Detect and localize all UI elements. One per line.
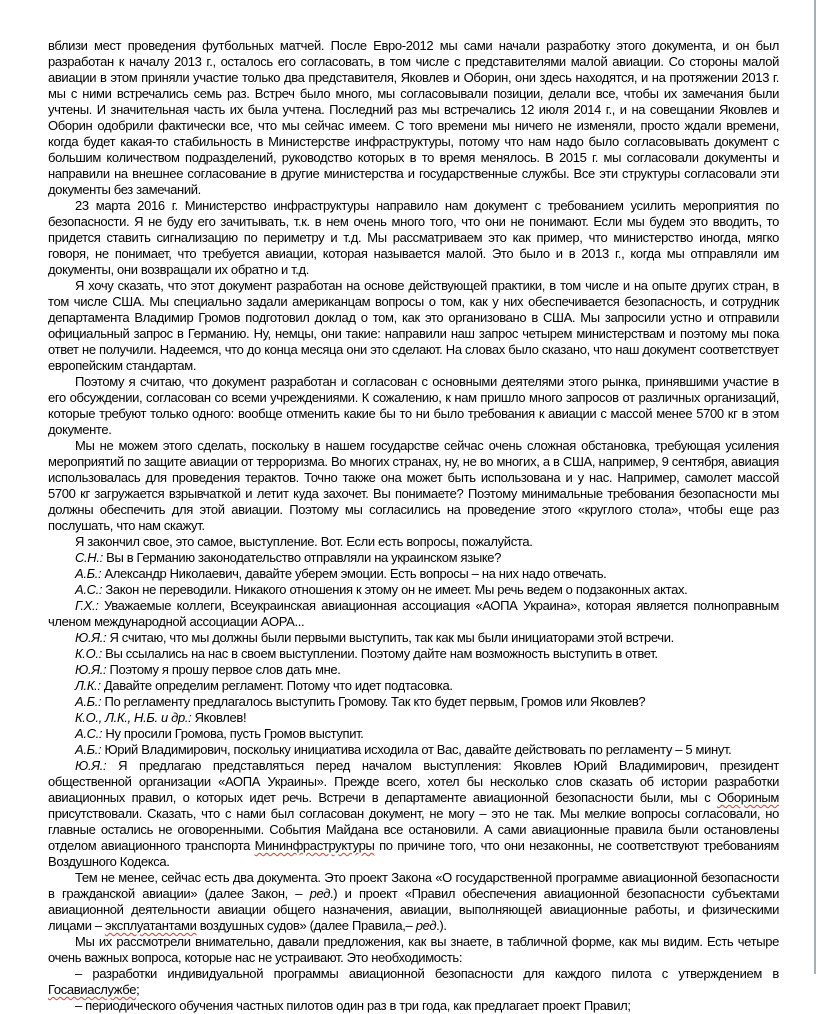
misspelled-word: Госавиаслужбе	[48, 982, 137, 997]
paragraph	[48, 582, 779, 598]
text-segment: Закон не переводили. Никакого отношения к этому он не имеет. Мы речь ведем о подзаконных актах.	[102, 582, 688, 597]
paragraph	[48, 38, 779, 198]
text-segment: Александр Николаевич, давайте уберем эмоции. Есть вопросы – на них надо отвечать.	[101, 566, 607, 581]
text-segment: Мы их рассмотрели внимательно, давали предложения, как вы знаете, в табличной форме, как мы видим. Есть четыре очень важных вопроса, которые нас не устраивают. Это необходимость:	[48, 934, 779, 965]
text-segment: Юрий Владимирович, поскольку инициатива исходила от Вас, давайте действовать по регламенту – 5 минут.	[101, 742, 732, 757]
speaker-label: А.С.:	[75, 726, 103, 741]
speaker-label: А.Б.:	[75, 694, 102, 709]
text-segment: .) и проект «Правил обеспечения авиационной безопасности субъектами авиационной деятельности авиации общего назначения, авиации, выполняющей авиационные работы, и физическими лицами –	[48, 886, 779, 933]
paragraph	[48, 694, 779, 710]
paragraph	[48, 662, 779, 678]
speaker-label: К.О.:	[75, 646, 102, 661]
speaker-label: Ю.Я.:	[75, 630, 107, 645]
text-segment: Мы не можем этого сделать, поскольку в нашем государстве сейчас очень сложная обстановка, требующая усиления мероприятий по защите авиации от терроризма. Во многих странах, ну, не во многих, а в США, например, 9 сентября, авиация использовалась для проведения терактов. Точно также она может быть использована и у нас. Например, самолет массой 5700 кг загружается взрывчаткой и летит куда захочет. Вы понимаете? Поэтому минимальные требования безопасности мы должны обеспечить для этой авиации. Поэтому мы согласились на проведение этого «круглого стола», чтобы еще раз послушать, что нам скажут.	[48, 438, 779, 533]
paragraph	[48, 438, 779, 534]
text-segment: .).	[436, 918, 447, 933]
text-segment: Я предлагаю представляться перед началом выступления: Яковлев Юрий Владимирович, президент общественной организации «АОПА Украины». Прежде всего, хотел бы несколько слов сказать об истории разработки авиационных правил, о которых идет речь. Встречи в департаменте авиационной безопасности были, мы с	[48, 758, 779, 805]
paragraph	[48, 742, 779, 758]
text-segment: Давайте определим регламент. Потому что идет подтасовка.	[100, 678, 453, 693]
text-segment: ;	[136, 982, 140, 997]
text-segment: Ну просили Громова, пусть Громов выступит.	[102, 726, 364, 741]
text-segment: Вы в Германию законодательство отправляли на украинском языке?	[102, 550, 502, 565]
text-segment: по причине того, что они незаконны, не соответствуют требованиям Воздушного Кодекса.	[48, 838, 779, 869]
paragraph	[48, 646, 779, 662]
misspelled-word: Мининфраструктуры	[254, 838, 375, 853]
paragraph	[48, 758, 779, 870]
paragraph	[48, 870, 779, 934]
misspelled-word: Обориным	[717, 790, 779, 805]
paragraph	[48, 966, 779, 998]
text-segment: Яковлев!	[191, 710, 247, 725]
speaker-label: А.С.:	[75, 582, 103, 597]
text-segment: Поэтому я считаю, что документ разработан и согласован с основными деятелями этого рынка, принявшими участие в его обсуждении, согласован со всеми учреждениями. К сожалению, к нам пришло много запросов от различных организаций, которые требуют только одного: вообще отменить какие бы то ни было требования к авиации с массой менее 5700 кг в этом документе.	[48, 374, 779, 437]
text-segment: Поэтому я прошу первое слов дать мне.	[106, 662, 341, 677]
text-segment: – разработки индивидуальной программы авиационной безопасности для каждого пилота с утверждением в	[75, 966, 779, 981]
speaker-label: С.Н.:	[75, 550, 103, 565]
misspelled-word: эксплуатантами	[105, 918, 197, 933]
text-segment: Я хочу сказать, что этот документ разработан на основе действующей практики, в том числе и на опыте других стран, в том числе США. Мы специально задали американцам вопросы о том, как у них обеспечивается безопасность, и сотрудник департамента Владимир Громов подготовил доклад о том, как это организовано в США. Мы запросили устно и отправили официальный запрос в Германию. Ну, немцы, они такие: направили наш запрос четырем министерствам и поэтому мы пока ответ не получили. Надеемся, что до конца месяца они это сделают. На словах было сказано, что наш документ соответствует европейским стандартам.	[48, 278, 779, 373]
paragraph	[48, 934, 779, 966]
paragraph	[48, 998, 779, 1014]
speaker-label: Ю.Я.:	[75, 662, 107, 677]
editorial-mark: ред	[309, 886, 331, 901]
text-segment: вблизи мест проведения футбольных матчей. После Евро-2012 мы сами начали разработку этого документа, и он был разработан к началу 2013 г., осталось его согласовать, в том числе с представителями малой авиации. Со стороны малой авиации в этом приняли участие только два представителя, Яковлев и Оборин, они здесь находятся, и на протяжении 2013 г. мы с ними встречались семь раз. Встреч было много, мы согласовывали позиции, делали все, чтобы их замечания были учтены. И значительная часть их была учтена. Последний раз мы встречались 12 июля 2014 г., и на совещании Яковлев и Оборин одобрили фактически все, что мы сейчас имеем. С того времени мы ничего не изменяли, просто ждали времени, когда будет какая-то стабильность в Министерстве инфраструктуры, потому что нам надо было согласовывать документ с большим количеством подразделений, руководство которых в то время менялось. В 2015 г. мы согласовали документы и направили на внешнее согласование в другие министерства и государственные службы. Все эти структуры согласовали эти документы без замечаний.	[48, 38, 779, 197]
speaker-label: Ю.Я.:	[75, 758, 107, 773]
document-text	[48, 38, 779, 1014]
paragraph	[48, 534, 779, 550]
text-segment: – периодического обучения частных пилотов один раз в три года, как предлагает проект Правил;	[75, 998, 631, 1013]
paragraph	[48, 278, 779, 374]
text-segment: воздушных судов» (далее Правила,–	[196, 918, 416, 933]
speaker-label: Г.Х.:	[75, 598, 99, 613]
text-segment: 23 марта 2016 г. Министерство инфраструктуры направило нам документ с требованием усилить мероприятия по безопасности. Я не буду его зачитывать, т.к. в нем очень много того, что они не понимают. Если мы будем это вводить, то придется ставить сигнализацию по периметру и т.д. Мы рассматриваем это как пример, что министерство иногда, мягко говоря, не понимает, что требуется авиации, которая называется малой. Это было и в 2013 г., когда мы отправляли им документы, они возвращали их обратно и т.д.	[48, 198, 779, 277]
paragraph	[48, 630, 779, 646]
page-edge-line	[814, 0, 816, 974]
text-segment: Я считаю, что мы должны были первыми выступить, так как мы были инициаторами этой встречи.	[106, 630, 674, 645]
text-segment: По регламенту предлагалось выступить Громову. Так кто будет первым, Громов или Яковлев?	[101, 694, 646, 709]
speaker-label: А.Б.:	[75, 566, 102, 581]
paragraph	[48, 598, 779, 630]
paragraph	[48, 374, 779, 438]
paragraph	[48, 710, 779, 726]
text-segment: Тем не менее, сейчас есть два документа. Это проект Закона «О государственной программе авиационной безопасности в гражданской авиации» (далее Закон, –	[48, 870, 779, 901]
speaker-label: Л.К.:	[75, 678, 101, 693]
speaker-label: А.Б.:	[75, 742, 102, 757]
text-segment: Уважаемые коллеги, Всеукраинская авиационная ассоциация «АОПА Украина», которая является полноправным членом международной ассоциации AOPA...	[48, 598, 779, 629]
speaker-label: К.О., Л.К., Н.Б. и др.:	[75, 710, 192, 725]
paragraph	[48, 726, 779, 742]
paragraph	[48, 198, 779, 278]
paragraph	[48, 566, 779, 582]
paragraph	[48, 550, 779, 566]
editorial-mark: ред	[415, 918, 437, 933]
text-segment: Вы ссылались на нас в своем выступлении. Поэтому дайте нам возможность выступить в ответ.	[101, 646, 658, 661]
text-segment: присутствовали. Сказать, что с нами был согласован документ, не могу – это не так. Мы мелкие вопросы согласовали, но главные остались не оговоренными. События Майдана все остановили. А сами авиационные правила были остановлены отделом авиационного транспорта	[48, 806, 779, 853]
text-segment: Я закончил свое, это самое, выступление. Вот. Если есть вопросы, пожалуйста.	[75, 534, 533, 549]
paragraph	[48, 678, 779, 694]
